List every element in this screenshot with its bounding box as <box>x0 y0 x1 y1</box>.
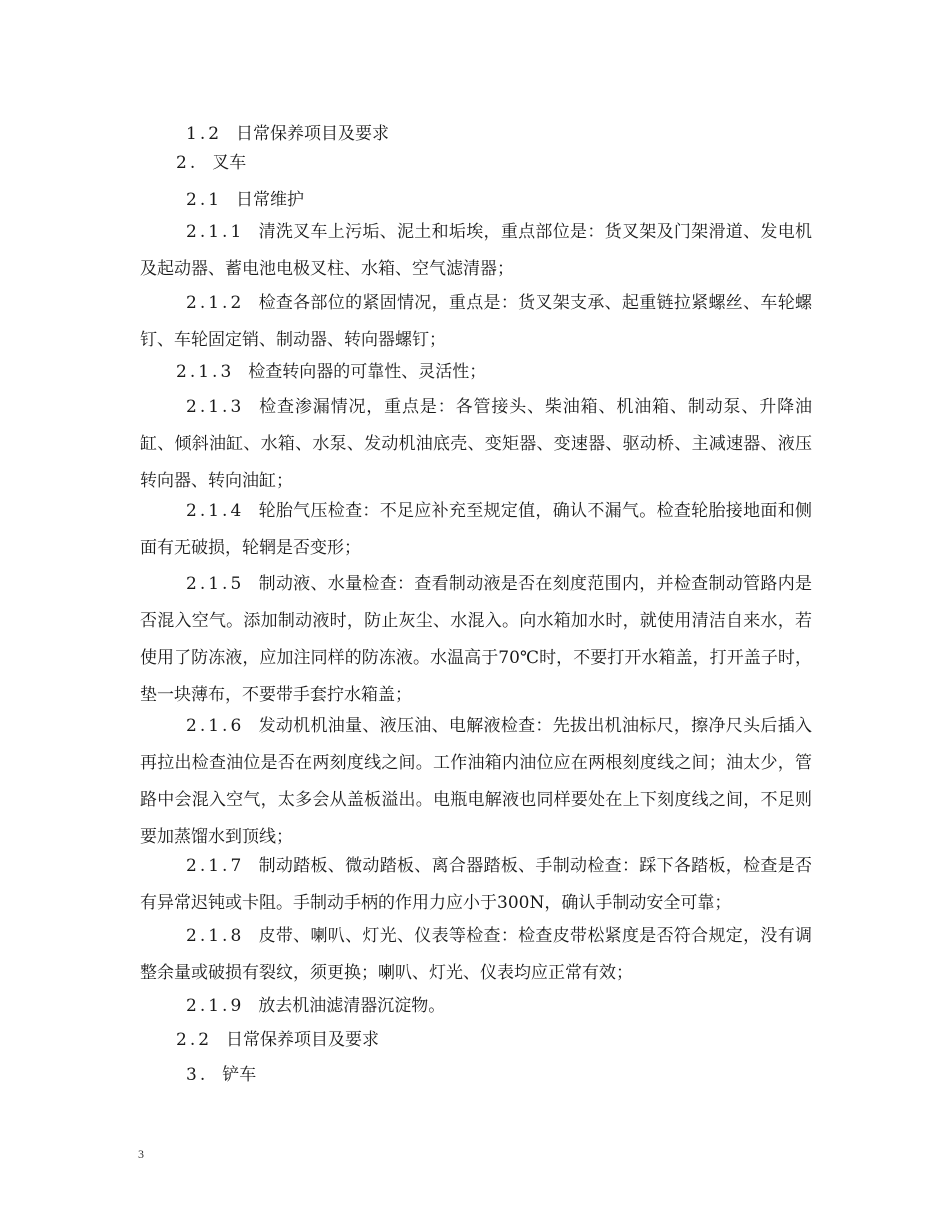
paragraph-2-1-1: 2.1.1 清洗叉车上污垢、泥土和垢埃，重点部位是：货叉架及门架滑道、发电机及起动器、蓄电池电极叉柱、水箱、空气滤清器； <box>140 222 812 279</box>
paragraph-2-1-9: 2.1.9 放去机油滤清器沉淀物。 <box>186 996 446 1016</box>
section-heading-1-2: 1.2 日常保养项目及要求 <box>186 124 390 144</box>
section-heading-2-1: 2.1 日常维护 <box>186 190 305 210</box>
paragraph-2-1-3-b: 2.1.3 检查渗漏情况，重点是：各管接头、柴油箱、机油箱、制动泵、升降油缸、倾斜油缸、水箱、水泵、发动机油底壳、变矩器、变速器、驱动桥、主减速器、液压转向器、转向油缸； <box>140 397 812 491</box>
paragraph-2-1-6: 2.1.6 发动机机油量、液压油、电解液检查：先拔出机油标尺，擦净尺头后插入再拉出检查油位是否在两刻度线之间。工作油箱内油位应在两根刻度线之间；油太少，管路中会混入空气，太多会从盖板溢出。电瓶电解液也同样要处在上下刻度线之间，不足则要加蒸馏水到顶线； <box>140 716 812 847</box>
paragraph-2-1-2: 2.1.2 检查各部位的紧固情况，重点是：货叉架支承、起重链拉紧螺丝、车轮螺钉、车轮固定销、制动器、转向器螺钉； <box>140 293 812 350</box>
paragraph-2-1-8: 2.1.8 皮带、喇叭、灯光、仪表等检查：检查皮带松紧度是否符合规定，没有调整余量或破损有裂纹，须更换；喇叭、灯光、仪表均应正常有效； <box>140 926 812 983</box>
paragraph-2-1-3-a: 2.1.3 检查转向器的可靠性、灵活性； <box>176 362 487 382</box>
paragraph-2-1-5: 2.1.5 制动液、水量检查：查看制动液是否在刻度范围内，并检查制动管路内是否混入空气。添加制动液时，防止灰尘、水混入。向水箱加水时，就使用清洁自来水，若使用了防冻液，应加注同样的防冻液。水温高于70℃时，不要打开水箱盖，打开盖子时，垫一块薄布，不要带手套拧水箱盖； <box>140 574 812 705</box>
chapter-heading-2: 2. 叉车 <box>176 153 247 173</box>
section-heading-2-2: 2.2 日常保养项目及要求 <box>176 1030 380 1050</box>
page-number: 3 <box>138 1147 144 1161</box>
paragraph-2-1-7: 2.1.7 制动踏板、微动踏板、离合器踏板、手制动检查：踩下各踏板，检查是否有异常迟钝或卡阻。手制动手柄的作用力应小于300N，确认手制动安全可靠； <box>140 856 812 913</box>
chapter-heading-3: 3. 铲车 <box>186 1065 257 1085</box>
paragraph-2-1-4: 2.1.4 轮胎气压检查：不足应补充至规定值，确认不漏气。检查轮胎接地面和侧面有无破损，轮辋是否变形； <box>140 501 812 558</box>
